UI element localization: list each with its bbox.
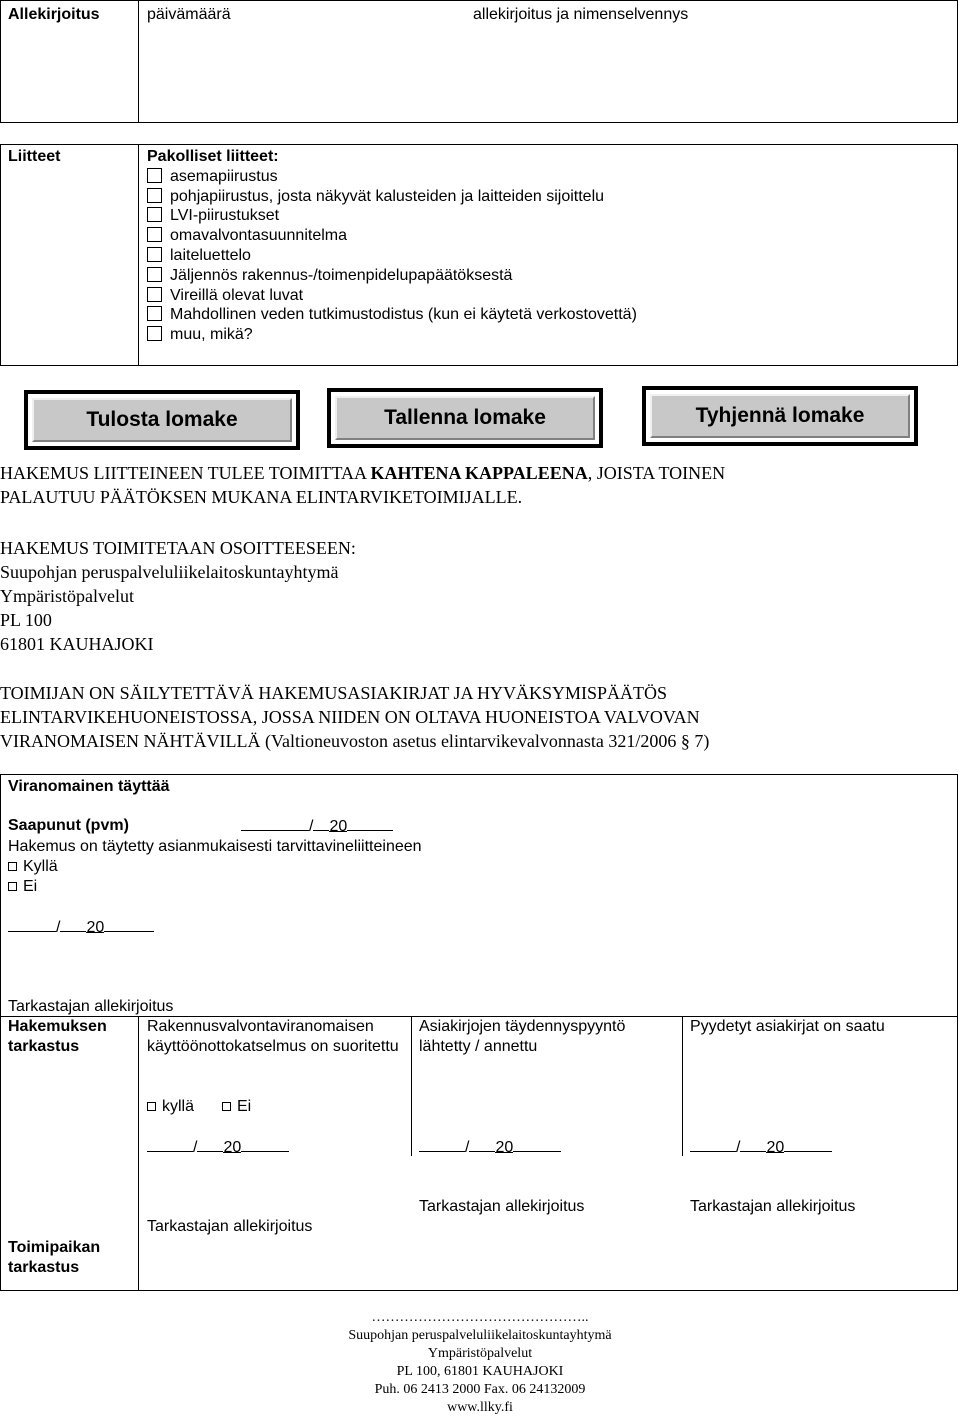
checkbox[interactable] xyxy=(222,1102,231,1111)
checkbox[interactable] xyxy=(147,267,162,282)
application-check-label: Hakemuksen tarkastus xyxy=(8,1018,107,1055)
address-heading: HAKEMUS TOIMITETAAN OSOITTEESEEN: xyxy=(0,538,356,558)
checkbox[interactable] xyxy=(147,188,162,203)
signature-field[interactable]: allekirjoitus ja nimenselvennys xyxy=(473,6,689,23)
address-line: PL 100 xyxy=(0,610,52,630)
supplement-date-field[interactable]: / 20 xyxy=(419,1137,561,1158)
footer-website-link[interactable]: www.llky.fi xyxy=(447,1400,513,1415)
received-date-row xyxy=(8,816,348,836)
storage-notice: TOIMIJAN ON SÄILYTETTÄVÄ HAKEMUSASIAKIRJAT JA HYVÄKSYMISPÄÄTÖS ELINTARVIKEHUONEISTOSSA, JOSSA NIIDEN ON OLTAVA HUONEISTOA VALVOVAN VIRANOMAISEN NÄHTÄVILLÄ (Valtioneuvoston asetus elintarvikevalvonnasta 321/2006 § 7) xyxy=(0,683,710,751)
address-line: Ympäristöpalvelut xyxy=(0,586,134,606)
check-date-field[interactable]: / 20 xyxy=(8,917,154,938)
authority-col-divider-3 xyxy=(682,1016,683,1156)
list-item[interactable]: asemapiirustus xyxy=(147,167,947,187)
footer xyxy=(0,1309,960,1417)
attachments-list xyxy=(147,147,947,345)
inspection-yes[interactable]: kyllä xyxy=(147,1097,194,1117)
checkbox[interactable] xyxy=(8,882,17,891)
option-no[interactable]: Ei xyxy=(8,877,37,897)
inspector-signature-label: Tarkastajan allekirjoitus xyxy=(8,998,174,1015)
list-item[interactable]: omavalvontasuunnitelma xyxy=(147,226,947,246)
list-item[interactable]: pohjapiirustus, josta näkyvät kalusteiden ja laitteiden sijoittelu xyxy=(147,187,947,207)
operator-check-label: Toimipaikan tarkastus xyxy=(8,1239,101,1276)
received-date-field[interactable]: / 20 xyxy=(241,816,393,837)
signature-label: Allekirjoitus xyxy=(8,6,100,23)
checkbox[interactable] xyxy=(8,862,17,871)
list-item[interactable]: LVI-piirustukset xyxy=(147,206,947,226)
list-item[interactable]: Mahdollinen veden tutkimustodistus (kun ei käytetä verkostovettä) xyxy=(147,305,947,325)
inspection-date-field[interactable]: / 20 xyxy=(147,1137,289,1158)
print-form-button[interactable]: Tulosta lomake xyxy=(24,390,300,450)
col1-signature-label: Tarkastajan allekirjoitus xyxy=(147,1218,313,1235)
checkbox[interactable] xyxy=(147,287,162,302)
address-line: Suupohjan peruspalveluliikelaitoskuntayhtymä xyxy=(0,562,339,582)
col2-signature-label: Tarkastajan allekirjoitus xyxy=(419,1198,585,1215)
completed-question: Hakemus on täytetty asianmukaisesti tarvittavineliitteineen xyxy=(8,838,422,855)
authority-col-divider-1 xyxy=(138,1016,139,1291)
clear-form-button[interactable]: Tyhjennä lomake xyxy=(642,386,918,446)
option-yes[interactable]: Kyllä xyxy=(8,857,58,877)
checkbox[interactable] xyxy=(147,306,162,321)
checkbox[interactable] xyxy=(147,168,162,183)
col3-signature-label: Tarkastajan allekirjoitus xyxy=(690,1198,856,1215)
authority-heading: Viranomainen täyttää xyxy=(8,778,170,795)
checkbox[interactable] xyxy=(147,227,162,242)
authority-col-divider-2 xyxy=(411,1016,412,1156)
save-form-button[interactable]: Tallenna lomake xyxy=(327,388,603,448)
documents-received-text: Pyydetyt asiakirjat on saatu xyxy=(690,1018,885,1035)
signature-divider xyxy=(138,0,139,123)
received-label: Saapunut (pvm) xyxy=(8,817,129,834)
attachments-heading: Pakolliset liitteet: xyxy=(147,148,279,165)
checkbox[interactable] xyxy=(147,247,162,262)
list-item[interactable]: Jäljennös rakennus-/toimenpidelupapäätöksestä xyxy=(147,266,947,286)
address-block xyxy=(0,536,958,656)
supplement-request-text: Asiakirjojen täydennyspyyntö lähtetty / annettu xyxy=(419,1018,626,1055)
footer-org: Suupohjan peruspalveluliikelaitoskuntayhtymä xyxy=(348,1328,612,1343)
inspection-no[interactable]: Ei xyxy=(222,1097,251,1117)
footer-dots: ……………………………………….. xyxy=(371,1310,589,1325)
footer-phone: Puh. 06 2413 2000 Fax. 06 24132009 xyxy=(374,1382,586,1397)
list-item[interactable]: laiteluettelo xyxy=(147,246,947,266)
inspection-text: Rakennusvalvontaviranomaisen käyttöönottokatselmus on suoritettu xyxy=(147,1018,399,1055)
checkbox[interactable] xyxy=(147,1102,156,1111)
instructions-paragraph: HAKEMUS LIITTEINEEN TULEE TOIMITTAA KAHTENA KAPPALEENA, JOISTA TOINEN PALAUTUU PÄÄTÖKSEN MUKANA ELINTARVIKETOIMIJALLE. xyxy=(0,463,726,507)
footer-address: PL 100, 61801 KAUHAJOKI xyxy=(396,1364,564,1379)
list-item[interactable]: Vireillä olevat luvat xyxy=(147,286,947,306)
date-field[interactable]: päivämäärä xyxy=(147,6,231,23)
address-line: 61801 KAUHAJOKI xyxy=(0,634,154,654)
documents-date-field[interactable]: / 20 xyxy=(690,1137,832,1158)
checkbox[interactable] xyxy=(147,326,162,341)
attachments-label: Liitteet xyxy=(8,148,61,165)
footer-dept: Ympäristöpalvelut xyxy=(427,1346,533,1361)
list-item[interactable]: muu, mikä? xyxy=(147,325,947,345)
checkbox[interactable] xyxy=(147,207,162,222)
emphasis-two-copies: KAHTENA KAPPALEENA xyxy=(370,463,588,483)
attachments-divider xyxy=(138,144,139,366)
